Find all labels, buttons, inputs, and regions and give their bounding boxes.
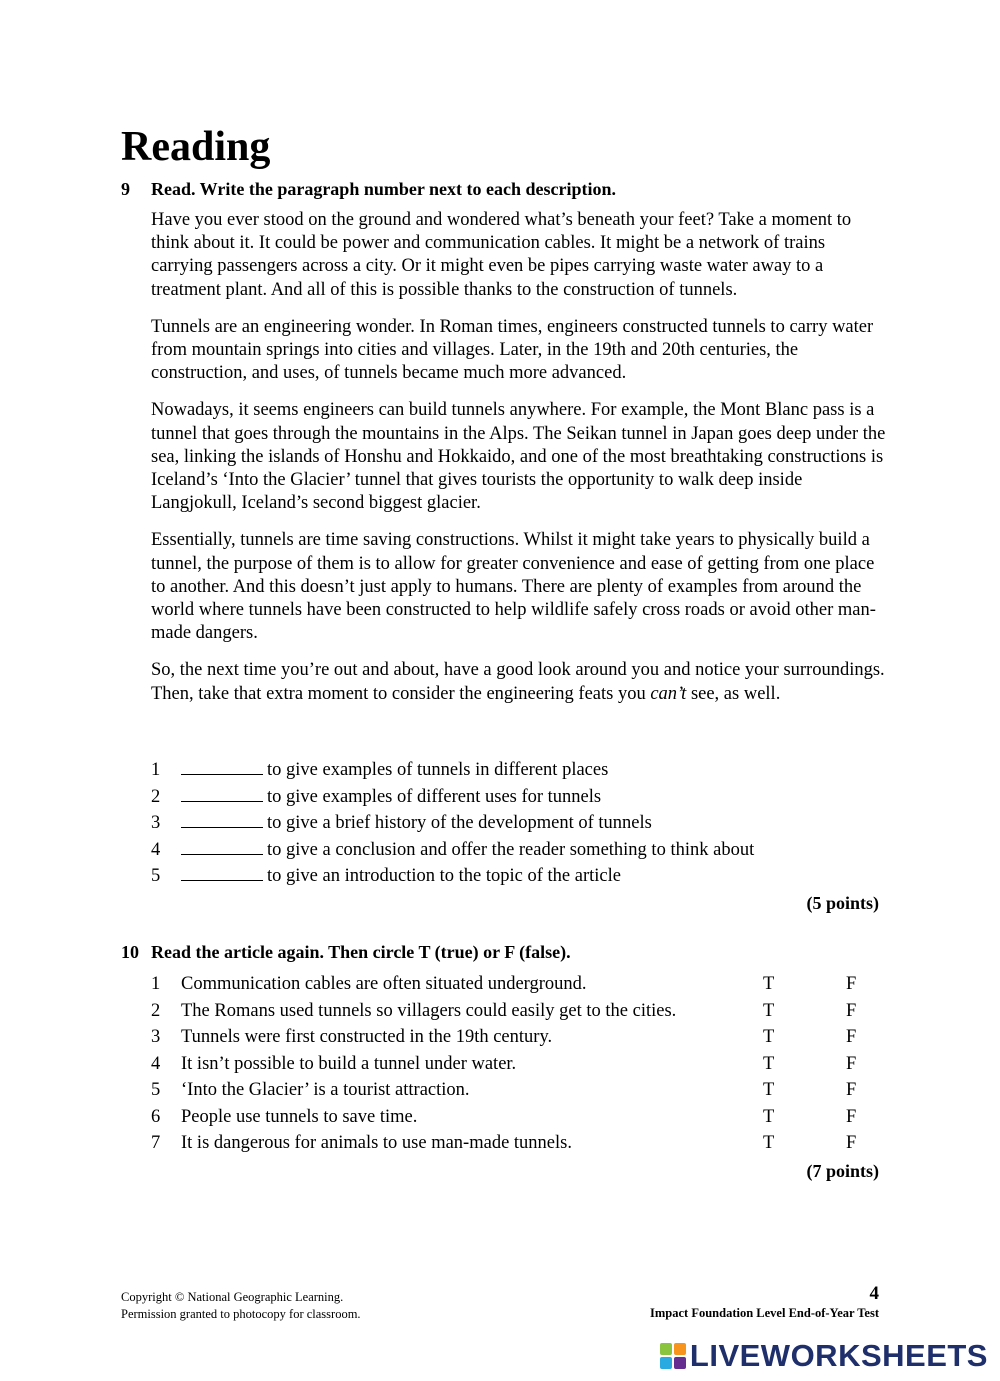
footer-page-info — [650, 1283, 879, 1322]
q10-item-number: 4 — [151, 1054, 161, 1074]
q9-points: (5 points) — [806, 893, 879, 913]
brand-name: LIVEWORKSHEETS — [689, 1338, 988, 1373]
q9-number: 9 — [121, 179, 130, 199]
footer-copyright-block — [121, 1289, 361, 1323]
article-paragraph-2: Tunnels are an engineering wonder. In Roman times, engineers constructed tunnels to carry water from mountain springs into cities and villages. Later, in the 19th and 20th centuries, the construction, and uses, of tunnels became much more advanced. — [151, 316, 874, 384]
q9-item-2 — [151, 784, 601, 809]
permission-text: Permission granted to photocopy for classroom. — [121, 1307, 361, 1321]
q9-item-3 — [151, 810, 652, 835]
q9-answer-blank-1[interactable] — [181, 757, 263, 775]
q10-item-1-true-option[interactable]: T — [763, 974, 775, 994]
liveworksheets-brand — [660, 1340, 988, 1372]
test-name: Impact Foundation Level End-of-Year Test — [650, 1306, 879, 1320]
emphasis-cant: can’t — [650, 683, 687, 704]
section-title: Reading — [121, 124, 271, 170]
q10-number: 10 — [121, 942, 139, 962]
q10-points: (7 points) — [806, 1161, 879, 1181]
q10-item-1 — [151, 972, 871, 996]
article — [151, 209, 891, 720]
q9-answer-blank-3[interactable] — [181, 810, 263, 828]
q9-item-1 — [151, 757, 608, 782]
q10-item-5 — [151, 1078, 871, 1102]
q10-item-2-true-option[interactable]: T — [763, 1001, 775, 1021]
q10-item-4 — [151, 1052, 871, 1076]
q10-item-3-false-option[interactable]: F — [846, 1027, 857, 1047]
q10-item-2-false-option[interactable]: F — [846, 1001, 857, 1021]
q10-item-4-false-option[interactable]: F — [846, 1054, 857, 1074]
article-paragraph-3: Nowadays, it seems engineers can build tunnels anywhere. For example, the Mont Blanc pass is a tunnel that goes through the mountains in the Alps. The Seikan tunnel in Japan goes deep under the sea, linking the islands of Honshu and Hokkaido, and one of the most breathtaking constructions is Iceland’s ‘Into the Glacier’ tunnel that gives tourists the opportunity to walk deep inside Langjokull, Iceland’s second biggest glacier. — [151, 400, 886, 514]
q9-item-text: to give an introduction to the topic of the article — [267, 866, 621, 886]
paragraph-5-text-end: see, as well. — [686, 683, 781, 704]
q9-answer-blank-2[interactable] — [181, 784, 263, 802]
q9-item-text: to give examples of tunnels in different places — [267, 760, 609, 780]
q9-item-text: to give examples of different uses for tunnels — [267, 787, 602, 807]
q10-statement: ‘Into the Glacier’ is a tourist attraction. — [181, 1080, 470, 1100]
q10-item-7 — [151, 1131, 871, 1155]
q10-item-5-true-option[interactable]: T — [763, 1080, 775, 1100]
q9-item-5 — [151, 863, 621, 888]
q10-statement: It isn’t possible to build a tunnel under water. — [181, 1054, 517, 1074]
q9-item-number: 5 — [151, 866, 161, 886]
q10-item-4-true-option[interactable]: T — [763, 1054, 775, 1074]
q10-statement: People use tunnels to save time. — [181, 1107, 418, 1127]
q9-answer-blank-5[interactable] — [181, 863, 263, 881]
q10-item-number: 1 — [151, 974, 161, 994]
q10-item-2 — [151, 999, 871, 1023]
page-number: 4 — [869, 1283, 879, 1304]
q9-item-text: to give a conclusion and offer the reader something to think about — [267, 840, 755, 860]
q10-item-6-false-option[interactable]: F — [846, 1107, 857, 1127]
q10-item-3-true-option[interactable]: T — [763, 1027, 775, 1047]
q9-item-number: 4 — [151, 840, 161, 860]
q9-item-text: to give a brief history of the development of tunnels — [267, 813, 652, 833]
q10-item-7-true-option[interactable]: T — [763, 1133, 775, 1153]
q9-item-number: 2 — [151, 787, 161, 807]
q10-item-5-false-option[interactable]: F — [846, 1080, 857, 1100]
q10-item-6 — [151, 1105, 871, 1129]
q10-item-number: 5 — [151, 1080, 161, 1100]
q10-statement: Tunnels were first constructed in the 19th century. — [181, 1027, 553, 1047]
article-paragraph-4: Essentially, tunnels are time saving constructions. Whilst it might take years to physically build a tunnel, the purpose of them is to allow for greater convenience and ease of getting from one place to another. And this doesn’t just apply to humans. There are plenty of examples from around the world where tunnels have been constructed to help wildlife safely cross roads or avoid other man-made dangers. — [151, 530, 876, 644]
q9-item-number: 3 — [151, 813, 161, 833]
q9-item-4 — [151, 837, 754, 862]
q9-answer-blank-4[interactable] — [181, 837, 263, 855]
q10-item-6-true-option[interactable]: T — [763, 1107, 775, 1127]
q10-item-1-false-option[interactable]: F — [846, 974, 857, 994]
q10-statement: The Romans used tunnels so villagers could easily get to the cities. — [181, 1001, 677, 1021]
q9-instruction: Read. Write the paragraph number next to each description. — [151, 179, 616, 199]
q10-item-7-false-option[interactable]: F — [846, 1133, 857, 1153]
liveworksheets-logo-icon — [660, 1343, 686, 1369]
q10-instruction: Read the article again. Then circle T (true) or F (false). — [151, 942, 571, 962]
q10-item-number: 7 — [151, 1133, 161, 1153]
q10-statement: Communication cables are often situated underground. — [181, 974, 587, 994]
q10-item-3 — [151, 1025, 871, 1049]
copyright-text: Copyright © National Geographic Learning. — [121, 1290, 344, 1304]
article-paragraph-1: Have you ever stood on the ground and wondered what’s beneath your feet? Take a moment to think about it. It could be power and communication cables. It might be a network of trains carrying passengers across a city. Or it might even be pipes carrying waste water away to a treatment plant. And all of this is possible thanks to the construction of tunnels. — [151, 210, 852, 300]
q10-item-number: 6 — [151, 1107, 161, 1127]
q10-statement: It is dangerous for animals to use man-made tunnels. — [181, 1133, 572, 1153]
paragraph-5-text-start: So, the next time you’re out and about, have a good look around you and notice your surroundings. Then, take that extra moment to consider the engineering feats you — [151, 660, 885, 704]
q10-item-number: 3 — [151, 1027, 161, 1047]
q9-item-number: 1 — [151, 760, 161, 780]
q10-item-number: 2 — [151, 1001, 161, 1021]
article-paragraph-5 — [151, 659, 891, 705]
